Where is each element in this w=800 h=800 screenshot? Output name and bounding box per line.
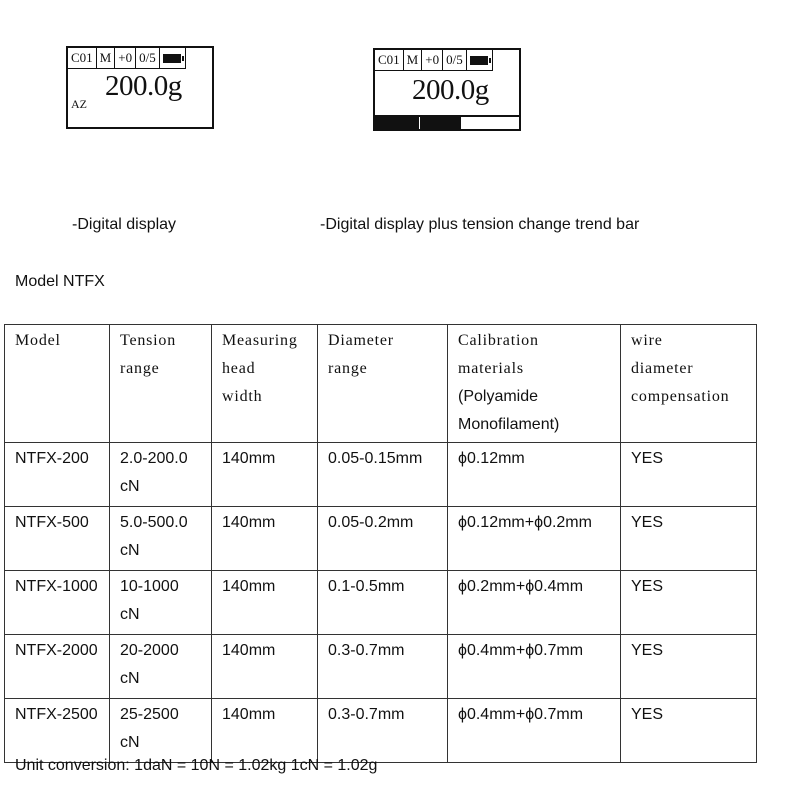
caption-digital-display: -Digital display xyxy=(72,216,177,233)
lcd-reading: 200.0g xyxy=(105,70,182,102)
cell-diameter-range: 0.3-0.7mm xyxy=(318,635,448,699)
cell-tension-range: 2.0-200.0 cN xyxy=(110,443,212,507)
cell-head-width: 140mm xyxy=(212,635,318,699)
lcd-count: 0/5 xyxy=(136,48,160,68)
cell-calibration: ϕ0.12mm xyxy=(448,443,621,507)
lcd-mode: M xyxy=(404,50,423,70)
header-calibration-materials: Calibration materials (Polyamide Monofilament) xyxy=(448,325,621,443)
caption-trend-display: -Digital display plus tension change trend bar xyxy=(320,216,640,233)
cell-head-width: 140mm xyxy=(212,507,318,571)
header-model: Model xyxy=(5,325,110,443)
cell-compensation: YES xyxy=(621,507,757,571)
lcd-channel: C01 xyxy=(375,50,404,70)
table-row xyxy=(5,443,757,507)
cell-diameter-range: 0.05-0.15mm xyxy=(318,443,448,507)
cell-compensation: YES xyxy=(621,443,757,507)
cell-model: NTFX-2500 xyxy=(5,699,110,763)
unit-conversion-note: Unit conversion: 1daN = 10N = 1.02kg 1cN = 1.02g xyxy=(15,757,378,774)
header-wire-diameter-compensation: wire diameter compensation xyxy=(621,325,757,443)
lcd-reading: 200.0g xyxy=(412,74,489,106)
header-diameter-range: Diameter range xyxy=(318,325,448,443)
cell-compensation: YES xyxy=(621,571,757,635)
lcd-offset: +0 xyxy=(115,48,136,68)
lcd-status-bar xyxy=(375,50,493,71)
lcd-display-trend xyxy=(373,48,521,131)
trend-bar-marker xyxy=(419,117,420,129)
header-tension-range: Tension range xyxy=(110,325,212,443)
cell-model: NTFX-1000 xyxy=(5,571,110,635)
cell-tension-range: 20-2000 cN xyxy=(110,635,212,699)
cell-calibration: ϕ0.12mm+ϕ0.2mm xyxy=(448,507,621,571)
table-row xyxy=(5,571,757,635)
cell-diameter-range: 0.05-0.2mm xyxy=(318,507,448,571)
battery-full-icon xyxy=(163,54,181,63)
header-head-width: Measuring head width xyxy=(212,325,318,443)
cell-calibration: ϕ0.2mm+ϕ0.4mm xyxy=(448,571,621,635)
model-heading: Model NTFX xyxy=(15,273,105,290)
spec-table xyxy=(4,324,757,763)
cell-head-width: 140mm xyxy=(212,571,318,635)
battery-full-icon xyxy=(470,56,488,65)
cell-model: NTFX-500 xyxy=(5,507,110,571)
lcd-offset: +0 xyxy=(422,50,443,70)
cell-calibration: ϕ0.4mm+ϕ0.7mm xyxy=(448,635,621,699)
cell-head-width: 140mm xyxy=(212,443,318,507)
cell-diameter-range: 0.3-0.7mm xyxy=(318,699,448,763)
lcd-status-bar xyxy=(68,48,186,69)
trend-bar-fill xyxy=(375,117,461,129)
lcd-mode: M xyxy=(97,48,116,68)
cell-tension-range: 5.0-500.0 cN xyxy=(110,507,212,571)
table-row xyxy=(5,699,757,763)
table-header-row xyxy=(5,325,757,443)
tension-trend-bar xyxy=(375,115,519,129)
cell-model: NTFX-200 xyxy=(5,443,110,507)
lcd-display-digital xyxy=(66,46,214,129)
table-row xyxy=(5,507,757,571)
cell-calibration: ϕ0.4mm+ϕ0.7mm xyxy=(448,699,621,763)
cell-tension-range: 25-2500 cN xyxy=(110,699,212,763)
trend-bar-tick xyxy=(459,117,460,129)
cell-diameter-range: 0.1-0.5mm xyxy=(318,571,448,635)
cell-compensation: YES xyxy=(621,635,757,699)
cell-model: NTFX-2000 xyxy=(5,635,110,699)
lcd-channel: C01 xyxy=(68,48,97,68)
cell-tension-range: 10-1000 cN xyxy=(110,571,212,635)
table-row xyxy=(5,635,757,699)
cell-compensation: YES xyxy=(621,699,757,763)
lcd-az-label: AZ xyxy=(71,97,87,111)
lcd-count: 0/5 xyxy=(443,50,467,70)
cell-head-width: 140mm xyxy=(212,699,318,763)
